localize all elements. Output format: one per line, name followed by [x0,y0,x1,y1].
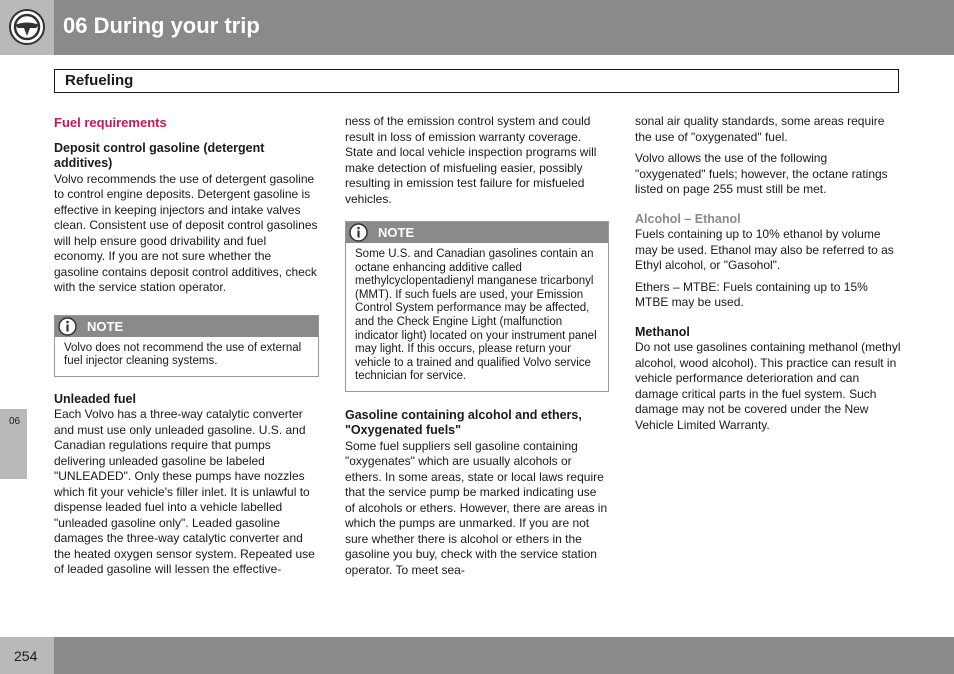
side-tab-label: 06 [9,416,21,427]
note-box [54,315,319,377]
heading-fuel-requirements: Fuel requirements [54,115,167,130]
paragraph: Ethers – MTBE: Fuels containing up to 15% MTBE may be used. [635,279,868,309]
paragraph: Some fuel suppliers sell gasoline containing "oxygenates" which are usually alcohols or ethers. In some areas, state or local laws require that the service pump be marked indicating use of alcohols or ethers. However, there are areas in which the pumps are unmarked. If you are not sure whether there is alcohol or ethers in the gasoline you buy, check with the service station operator. To meet sea- [345,438,608,577]
page-number-box [0,637,54,674]
paragraph: Do not use gasolines containing methanol (methyl alcohol, wood alcohol). This practice can result in vehicle performance deterioration and can damage critical parts in the fuel system. Such damage may not be covered under the New Vehicle Limited Warranty. [635,340,901,432]
subheading-oxygenated-fuels: Gasoline containing alcohol and ethers, "Oxygenated fuels" [345,407,582,438]
note-header [346,222,608,243]
paragraph: Volvo allows the use of the following "oxygenated" fuels; however, the octane ratings listed on page 255 must still be met. [635,151,888,196]
subheading-deposit-control: Deposit control gasoline (detergent additives) [54,140,265,170]
logo-box [0,0,54,55]
volvo-steering-wheel-icon [8,8,46,46]
paragraph: ness of the emission control system and could result in loss of emission warranty coverage. State and local vehicle inspection programs will make detection of misfueling easier, possibly resulting in emission test failure for misfueled vehicles. [345,114,597,206]
paragraph: sonal air quality standards, some areas require the use of "oxygenated" fuel. [635,114,885,144]
info-icon [58,317,77,336]
note-text: Some U.S. and Canadian gasolines contain an octane enhancing additive called methylcyclopentadienyl manganese tricarbonyl (MMT). If such fuels are used, your Emission Control System performance may be affected, and the Check Engine Light (malfunction indicator light) located on your instrument panel may light. If this occurs, please return your vehicle to a trained and qualified Volvo service technician for service. [355,248,597,383]
subheading-unleaded-fuel: Unleaded fuel [54,391,136,406]
chapter-side-tab [0,409,27,479]
note-text: Volvo does not recommend the use of external fuel injector cleaning systems. [64,341,302,368]
paragraph: Each Volvo has a three-way catalytic converter and must use only unleaded gasoline. U.S. and Canadian regulations require that pumps delivering unleaded gasoline be labeled "UNLEADED". Only these pumps have nozzles which fit your vehicle's filler inlet. It is unlawful to dispense leaded fuel into a vehicle labelled "unleaded gasoline only". Leaded gasoline damages the three-way catalytic converter and the heated oxygen sensor system. Repeated use of leaded gasoline will lessen the effective- [54,407,315,577]
paragraph: Volvo recommends the use of detergent gasoline to control engine deposits. Detergent gasoline is effective in keeping injectors and intake valves clean. Consistent use of deposit control gasolines will help ensure good drivability and fuel economy. If you are not sure whether the gasoline contains deposit control additives, check with the service station operator. [54,171,318,294]
note-label: NOTE [87,318,124,334]
paragraph: Fuels containing up to 10% ethanol by volume may be used. Ethanol may also be referred to as Ethyl alcohol, or "Gasohol". [635,227,894,272]
column-3 [635,114,901,433]
section-bar [54,69,899,93]
section-title: Refueling [65,72,134,89]
page-header [0,0,954,55]
info-icon [349,223,368,242]
note-label: NOTE [378,225,415,240]
page-number: 254 [14,648,38,664]
note-header [55,316,318,337]
subheading-methanol: Methanol [635,324,690,339]
chapter-title: 06 During your trip [63,13,260,38]
column-2 [345,114,609,578]
note-box [345,221,609,392]
page-footer [0,637,954,674]
subheading-alcohol-ethanol: Alcohol – Ethanol [635,211,741,226]
column-1 [54,115,319,578]
